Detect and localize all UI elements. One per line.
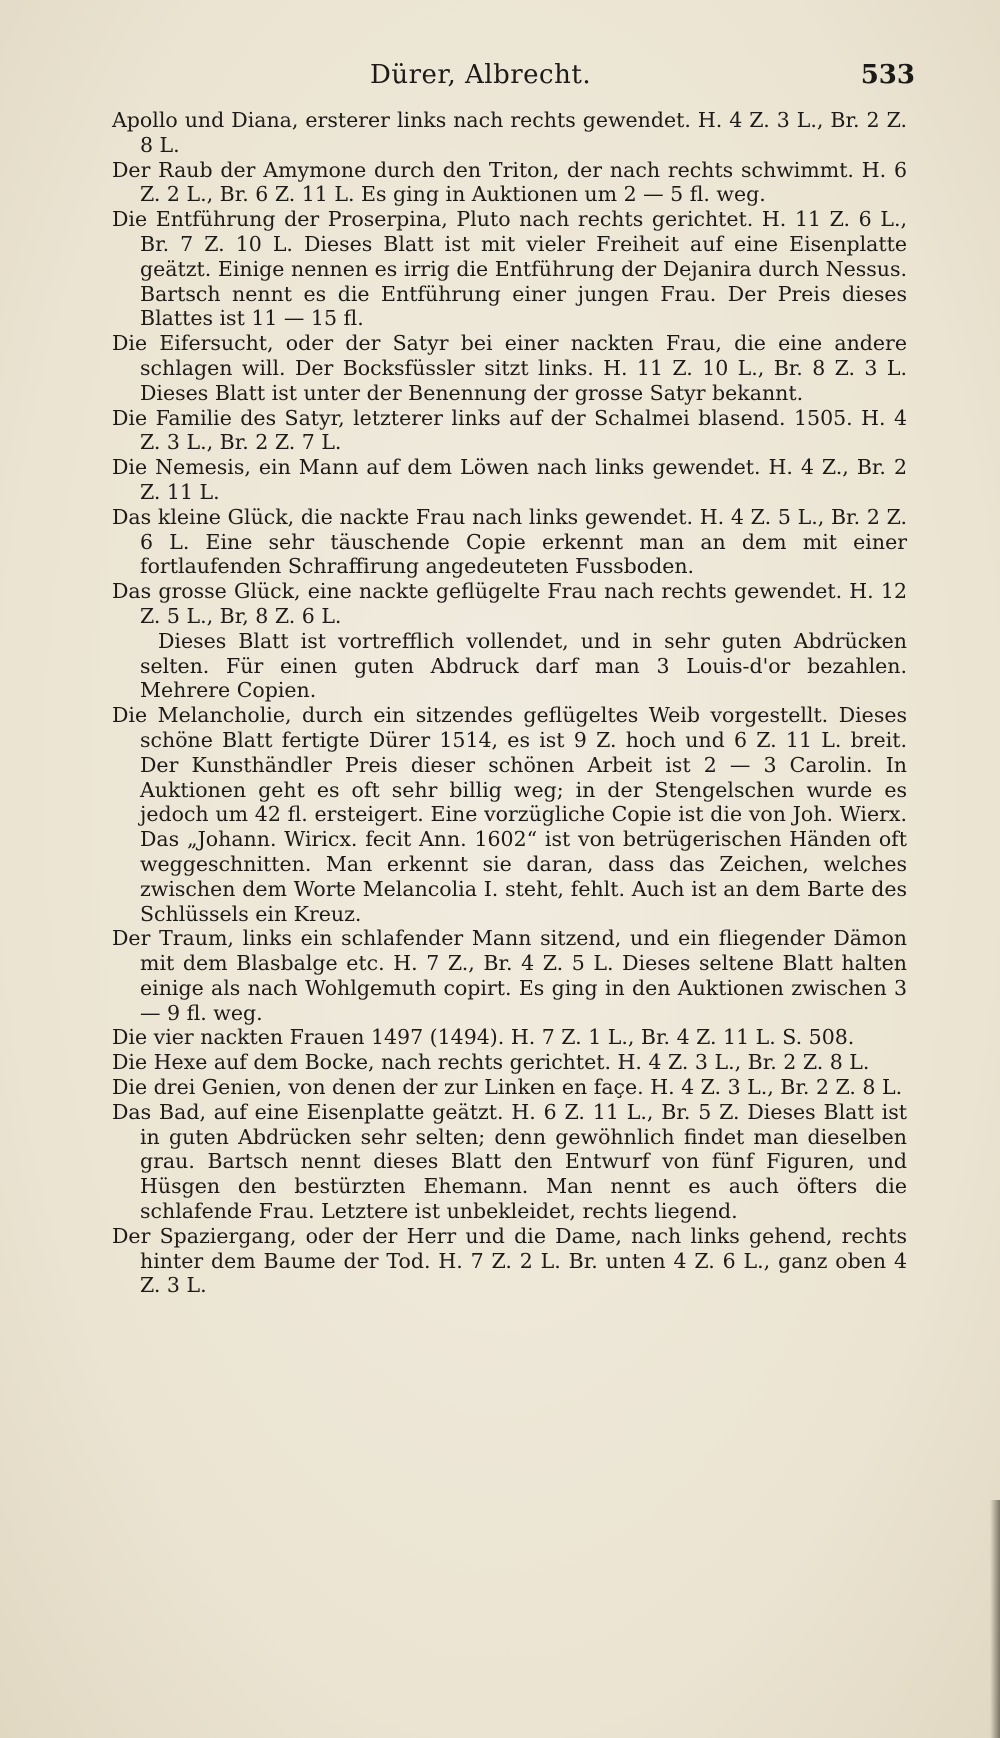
catalogue-entry: Die Nemesis, ein Mann auf dem Löwen nach links gewendet. H. 4 Z., Br. 2 Z. 11 L.: [112, 455, 907, 504]
catalogue-entry: Die Entführung der Proserpina, Pluto nach rechts gerichtet. H. 11 Z. 6 L., Br. 7 Z. 10 L. Dieses Blatt ist mit vieler Freiheit auf eine Eisenplatte geätzt. Einige nennen es irrig die Entführung der Dejanira durch Nessus. Bartsch nennt es die Entführung einer jungen Frau. Der Preis dieses Blattes ist 11 — 15 fl.: [112, 207, 907, 331]
catalogue-entry: Der Traum, links ein schlafender Mann sitzend, und ein fliegender Dämon mit dem Blasbalge etc. H. 7 Z., Br. 4 Z. 5 L. Dieses seltene Blatt halten einige als nach Wohlgemuth copirt. Es ging in den Auktionen zwischen 3 — 9 fl. weg.: [112, 926, 907, 1025]
page-number: 533: [860, 60, 915, 90]
catalogue-entry: Das kleine Glück, die nackte Frau nach links gewendet. H. 4 Z. 5 L., Br. 2 Z. 6 L. Eine sehr täuschende Copie erkennt man an dem mit einer fortlaufenden Schraffirung angedeuteten Fussboden.: [112, 504, 907, 579]
catalogue-entry: Der Raub der Amymone durch den Triton, der nach rechts schwimmt. H. 6 Z. 2 L., Br. 6 Z. 11 L. Es ging in Auktionen um 2 — 5 fl. weg.: [112, 157, 907, 207]
catalogue-entry: Die drei Genien, von denen der zur Linken en façe. H. 4 Z. 3 L., Br. 2 Z. 8 L.: [112, 1075, 903, 1100]
running-header: [120, 60, 915, 100]
page-edge-shadow: [990, 1500, 1000, 1738]
header-title: Dürer, Albrecht.: [370, 60, 592, 90]
catalogue-entry: Das Bad, auf eine Eisenplatte geätzt. H. 6 Z. 11 L., Br. 5 Z. Dieses Blatt ist in guten Abdrücken sehr selten; denn gewöhnlich findet man dieselben grau. Bartsch nennt dieses Blatt den Entwurf von fünf Figuren, und Hüsgen den bestürzten Ehemann. Man nennt es auch öfters die schlafende Frau. Letztere ist unbekleidet, rechts liegend.: [112, 1099, 907, 1224]
catalogue-entry: Die Eifersucht, oder der Satyr bei einer nackten Frau, die eine andere schlagen will. Der Bocksfüssler sitzt links. H. 11 Z. 10 L., Br. 8 Z. 3 L. Dieses Blatt ist unter der Benennung der grosse Satyr bekannt.: [112, 331, 907, 405]
catalogue-entry: Der Spaziergang, oder der Herr und die Dame, nach links gehend, rechts hinter dem Baume der Tod. H. 7 Z. 2 L. Br. unten 4 Z. 6 L., ganz oben 4 Z. 3 L.: [112, 1223, 907, 1298]
entry-note: Dieses Blatt ist vortrefflich vollendet, und in sehr guten Abdrücken selten. Für einen guten Abdruck darf man 3 Louis-d'or bezahlen. Mehrere Copien.: [140, 628, 907, 703]
catalogue-entry: [112, 579, 907, 703]
catalogue-entry: Die Melancholie, durch ein sitzendes geflügeltes Weib vorgestellt. Dieses schöne Blatt fertigte Dürer 1514, es ist 9 Z. hoch und 6 Z. 11 L. breit. Der Kunsthändler Preis dieser schönen Arbeit ist 2 — 3 Carolin. In Auktionen geht es oft sehr billig weg; in der Stengelschen wurde es jedoch um 42 fl. ersteigert. Eine vorzügliche Copie ist die von Joh. Wierx. Das „Johann. Wiricx. fecit Ann. 1602“ ist von betrügerischen Händen oft weggeschnitten. Man erkennt sie daran, dass das Zeichen, welches zwischen dem Worte Melancolia I. steht, fehlt. Auch ist an dem Barte des Schlüssels ein Kreuz.: [112, 703, 907, 926]
catalogue-entries: [112, 108, 907, 1298]
catalogue-entry: Die Hexe auf dem Bocke, nach rechts gerichtet. H. 4 Z. 3 L., Br. 2 Z. 8 L.: [112, 1050, 870, 1075]
entry-text: Das grosse Glück, eine nackte geflügelte Frau nach rechts gewendet. H. 12 Z. 5 L., Br, 8 Z. 6 L.: [112, 579, 907, 628]
catalogue-entry: Die Familie des Satyr, letzterer links auf der Schalmei blasend. 1505. H. 4 Z. 3 L., Br. 2 Z. 7 L.: [112, 405, 907, 455]
catalogue-entry: Die vier nackten Frauen 1497 (1494). H. 7 Z. 1 L., Br. 4 Z. 11 L. S. 508.: [112, 1025, 855, 1050]
catalogue-entry: Apollo und Diana, ersterer links nach rechts gewendet. H. 4 Z. 3 L., Br. 2 Z. 8 L.: [112, 108, 907, 157]
